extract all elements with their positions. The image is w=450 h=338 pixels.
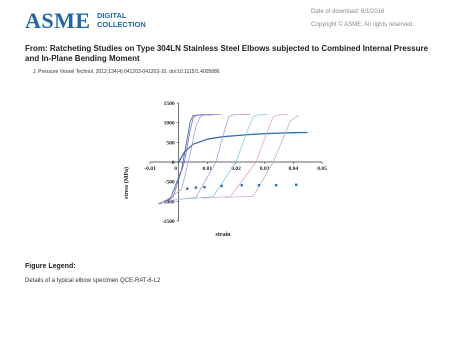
- data-point: [195, 186, 197, 188]
- data-point: [258, 184, 260, 186]
- x-tick-label: 0.04: [288, 166, 299, 172]
- figure-legend-text: Details of a typical elbow specimen QCE-RAT-6-L2: [25, 278, 161, 284]
- y-tick-label: 1000: [163, 120, 175, 127]
- figure-legend-title: Figure Legend:: [25, 263, 76, 270]
- y-tick-label: -1500: [161, 219, 175, 225]
- cyclic-curve: [159, 115, 213, 204]
- x-axis-label: strain: [215, 232, 231, 238]
- copyright-text: Copyright © ASME. All rights reserved.: [311, 22, 414, 28]
- x-tick-label: 0.01: [202, 166, 213, 172]
- data-point: [241, 184, 243, 186]
- logo-subtitle: [97, 11, 146, 29]
- citation-link[interactable]: J. Pressure Vessel Technol. 2012;134(4):041203-041203-10. doi:10.1115/1.4005886: [33, 69, 220, 75]
- cyclic-curve: [161, 114, 221, 206]
- figure-source-title: From: Ratcheting Studies on Type 304LN Stainless Steel Elbows subjected to Combined Internal Pressure and In-Plane Bending Moment: [25, 44, 429, 63]
- cyclic-curve: [202, 114, 288, 198]
- logo-sub-line2: COLLECTION: [97, 20, 146, 29]
- download-date: Date of download: 6/1/2016: [311, 9, 385, 15]
- y-axis-label: stress (MPa): [124, 166, 130, 200]
- x-tick-label: 0.05: [317, 166, 327, 172]
- y-tick-label: -1000: [161, 199, 175, 206]
- data-point: [220, 185, 222, 187]
- x-tick-label: 0.02: [231, 166, 241, 172]
- data-point: [186, 188, 188, 190]
- data-point: [275, 184, 277, 186]
- y-tick-label: 500: [166, 140, 175, 147]
- x-tick-label: 0.03: [259, 166, 270, 172]
- y-tick-label: -500: [164, 179, 175, 186]
- monotonic-curve: [179, 133, 308, 163]
- logo-sub-line1: DIGITAL: [97, 11, 127, 20]
- y-tick-label: 0: [171, 160, 175, 166]
- logo-wordmark: ASME: [25, 8, 91, 33]
- y-tick-label: 1500: [163, 101, 175, 107]
- series-group: [159, 114, 308, 204]
- download-meta: [311, 6, 414, 32]
- x-tick-label: -0.01: [144, 166, 156, 172]
- stress-strain-chart: [124, 93, 330, 243]
- cyclic-curve: [179, 114, 268, 199]
- x-tick-label: 0: [174, 166, 178, 172]
- data-point: [295, 184, 297, 186]
- data-point: [203, 186, 205, 188]
- cyclic-curve: [225, 116, 300, 198]
